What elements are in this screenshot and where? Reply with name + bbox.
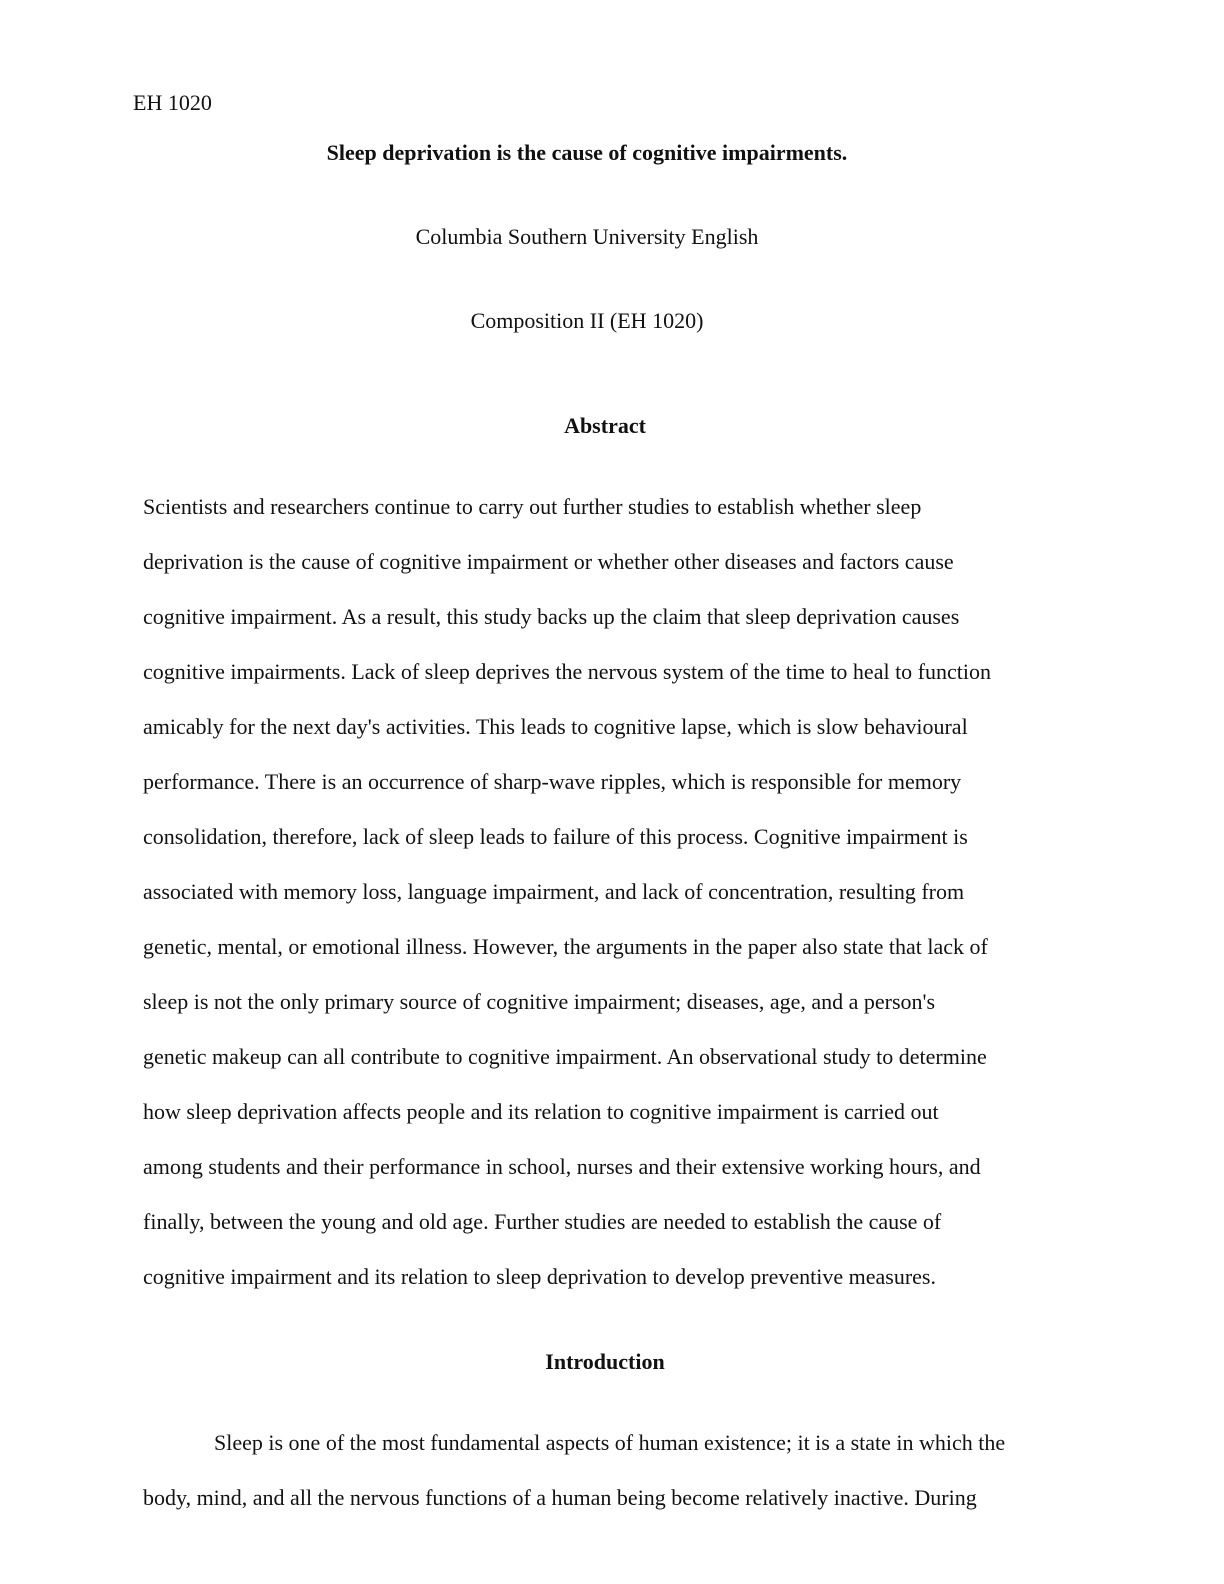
abstract-line: genetic makeup can all contribute to cognitive impairment. An observational study to determine — [143, 1044, 987, 1069]
abstract-line: cognitive impairment and its relation to sleep deprivation to develop preventive measures. — [143, 1264, 936, 1289]
abstract-line: performance. There is an occurrence of sharp-wave ripples, which is responsible for memory — [143, 769, 962, 794]
abstract-line: genetic, mental, or emotional illness. However, the arguments in the paper also state that lack of — [143, 934, 988, 959]
abstract-line: amicably for the next day's activities. This leads to cognitive lapse, which is slow behavioural — [143, 714, 968, 739]
abstract-line: associated with memory loss, language impairment, and lack of concentration, resulting from — [143, 879, 965, 904]
abstract-line: cognitive impairment. As a result, this study backs up the claim that sleep deprivation causes — [143, 604, 960, 629]
affiliation-line-1: Columbia Southern University English — [415, 224, 759, 249]
abstract-heading: Abstract — [564, 413, 646, 438]
abstract-line: cognitive impairments. Lack of sleep deprives the nervous system of the time to heal to function — [143, 659, 991, 684]
paper-title: Sleep deprivation is the cause of cognitive impairments. — [326, 140, 848, 165]
abstract-line: consolidation, therefore, lack of sleep leads to failure of this process. Cognitive impairment is — [143, 824, 968, 849]
abstract-line: sleep is not the only primary source of cognitive impairment; diseases, age, and a person's — [143, 989, 936, 1014]
introduction-heading: Introduction — [545, 1349, 665, 1374]
abstract-line: Scientists and researchers continue to carry out further studies to establish whether sleep — [143, 494, 922, 519]
abstract-line: among students and their performance in school, nurses and their extensive working hours, and — [143, 1154, 981, 1179]
abstract-line: finally, between the young and old age. Further studies are needed to establish the cause of — [143, 1209, 942, 1234]
introduction-line: Sleep is one of the most fundamental aspects of human existence; it is a state in which the — [214, 1430, 1006, 1455]
introduction-line: body, mind, and all the nervous functions of a human being become relatively inactive. During — [143, 1485, 977, 1510]
course-code: EH 1020 — [133, 90, 212, 115]
affiliation-line-2: Composition II (EH 1020) — [470, 308, 704, 333]
abstract-line: deprivation is the cause of cognitive impairment or whether other diseases and factors cause — [143, 549, 954, 574]
abstract-line: how sleep deprivation affects people and its relation to cognitive impairment is carried out — [143, 1099, 939, 1124]
